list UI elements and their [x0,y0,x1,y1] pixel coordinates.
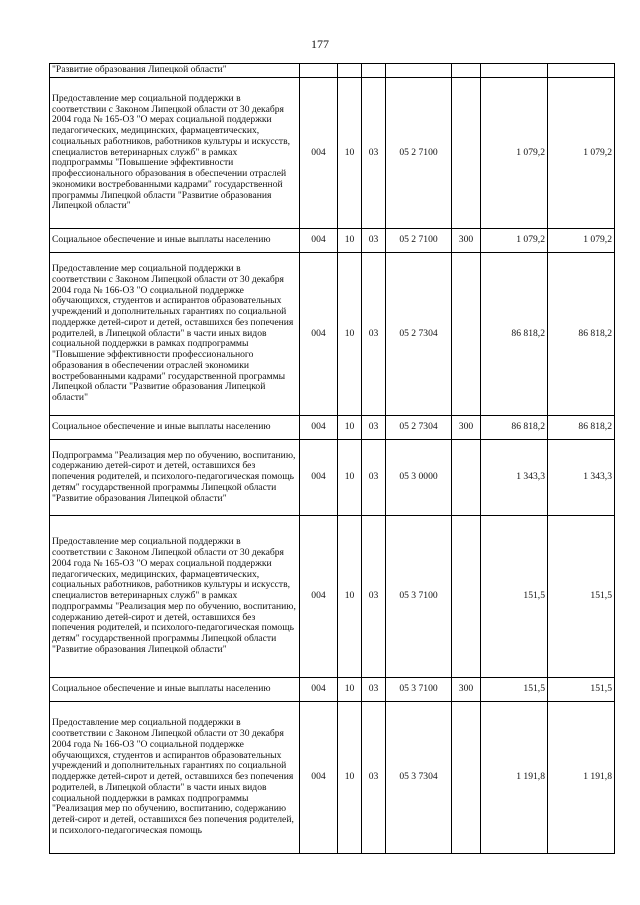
ministry-code-cell: 004 [300,516,338,678]
subsection-code-cell: 03 [362,78,386,229]
amount-first-cell: 1 343,3 [481,440,548,516]
expense-type-cell [452,440,481,516]
target-article-cell: 05 3 7100 [386,678,452,702]
subsection-code-cell [362,64,386,78]
target-article-cell: 05 3 7304 [386,702,452,854]
target-article-cell: 05 3 7100 [386,516,452,678]
section-code-cell: 10 [338,229,362,253]
amount-first-cell: 1 191,8 [481,702,548,854]
amount-second-cell [548,64,615,78]
amount-first-cell: 1 079,2 [481,78,548,229]
ministry-code-cell [300,64,338,78]
amount-second-cell: 1 343,3 [548,440,615,516]
table-row [50,516,615,678]
item-name-cell: Социальное обеспечение и иные выплаты населению [50,229,300,253]
amount-second-cell: 1 191,8 [548,702,615,854]
ministry-code-cell: 004 [300,678,338,702]
item-name-cell: Предоставление мер социальной поддержки в соответствии с Законом Липецкой области от 30 декабря 2004 года № 165-ОЗ "О мерах социальной поддержки педагогических, медицинских, фармацевтических, социальных работников, работников культуры и искусств, специалистов ветеринарных служб" в рамках подпрограммы "Повышение эффективности профессионального образования в обеспечении отраслей экономики востребованными кадрами" государственной программы Липецкой области "Развитие образования Липецкой области" [50,78,300,229]
amount-first-cell: 1 079,2 [481,229,548,253]
amount-first-cell: 86 818,2 [481,416,548,440]
amount-second-cell: 1 079,2 [548,78,615,229]
budget-table [49,63,615,854]
subsection-code-cell: 03 [362,229,386,253]
table-row [50,253,615,416]
section-code-cell [338,64,362,78]
target-article-cell: 05 2 7100 [386,229,452,253]
target-article-cell: 05 2 7304 [386,253,452,416]
section-code-cell: 10 [338,440,362,516]
item-name-cell: Предоставление мер социальной поддержки в соответствии с Законом Липецкой области от 30 декабря 2004 года № 166-ОЗ "О социальной поддержке обучающихся, студентов и аспирантов образовательных учреждений и дополнительных гарантиях по социальной поддержке детей-сирот и детей, оставшихся без попечения родителей, в Липецкой области" в части иных видов социальной поддержки в рамках подпрограммы "Реализация мер по обучению, воспитанию, содержанию детей-сирот и детей, оставшихся без попечения родителей, и психолого-педагогическая помощь [50,702,300,854]
subsection-code-cell: 03 [362,702,386,854]
amount-first-cell [481,64,548,78]
item-name-cell: Предоставление мер социальной поддержки в соответствии с Законом Липецкой области от 30 декабря 2004 года № 165-ОЗ "О мерах социальной поддержки педагогических, медицинских, фармацевтических, социальных работников, работников культуры и искусств, специалистов ветеринарных служб" в рамках подпрограммы "Реализация мер по обучению, воспитанию, содержанию детей-сирот и детей, оставшихся без попечения родителей, и психолого-педагогическая помощь детям" государственной программы Липецкой области "Развитие образования Липецкой области" [50,516,300,678]
subsection-code-cell: 03 [362,678,386,702]
table-row [50,440,615,516]
item-name-cell: Предоставление мер социальной поддержки в соответствии с Законом Липецкой области от 30 декабря 2004 года № 166-ОЗ "О социальной поддержке обучающихся, студентов и аспирантов образовательных учреждений и дополнительных гарантиях по социальной поддержке детей-сирот и детей, оставшихся без попечения родителей, в Липецкой области" в части иных видов социальной поддержки в рамках подпрограммы "Повышение эффективности профессионального образования в обеспечении отраслей экономики востребованными кадрами" государственной программы Липецкой области "Развитие образования Липецкой области" [50,253,300,416]
section-code-cell: 10 [338,678,362,702]
amount-second-cell: 151,5 [548,678,615,702]
section-code-cell: 10 [338,78,362,229]
page-number: 177 [311,37,329,51]
amount-first-cell: 151,5 [481,678,548,702]
item-name-cell: Социальное обеспечение и иные выплаты населению [50,678,300,702]
expense-type-cell [452,702,481,854]
expense-type-cell [452,516,481,678]
table-row [50,678,615,702]
amount-second-cell: 86 818,2 [548,416,615,440]
table-row [50,702,615,854]
expense-type-cell: 300 [452,229,481,253]
expense-type-cell [452,78,481,229]
expense-type-cell: 300 [452,678,481,702]
section-code-cell: 10 [338,253,362,416]
section-code-cell: 10 [338,416,362,440]
target-article-cell: 05 2 7100 [386,78,452,229]
subsection-code-cell: 03 [362,416,386,440]
expense-type-cell [452,253,481,416]
ministry-code-cell: 004 [300,702,338,854]
ministry-code-cell: 004 [300,440,338,516]
target-article-cell: 05 3 0000 [386,440,452,516]
amount-first-cell: 151,5 [481,516,548,678]
table-row [50,78,615,229]
amount-second-cell: 86 818,2 [548,253,615,416]
subsection-code-cell: 03 [362,253,386,416]
section-code-cell: 10 [338,702,362,854]
target-article-cell: 05 2 7304 [386,416,452,440]
amount-first-cell: 86 818,2 [481,253,548,416]
expense-type-cell [452,64,481,78]
ministry-code-cell: 004 [300,253,338,416]
ministry-code-cell: 004 [300,416,338,440]
item-name-cell: "Развитие образования Липецкой области" [50,64,300,78]
subsection-code-cell: 03 [362,440,386,516]
table-row [50,64,615,78]
target-article-cell [386,64,452,78]
table-row [50,416,615,440]
ministry-code-cell: 004 [300,229,338,253]
expense-type-cell: 300 [452,416,481,440]
ministry-code-cell: 004 [300,78,338,229]
amount-second-cell: 1 079,2 [548,229,615,253]
section-code-cell: 10 [338,516,362,678]
table-row [50,229,615,253]
item-name-cell: Подпрограмма "Реализация мер по обучению, воспитанию, содержанию детей-сирот и детей, оставшихся без попечения родителей, и психолого-педагогическая помощь детям" государственной программы Липецкой области "Развитие образования Липецкой области" [50,440,300,516]
amount-second-cell: 151,5 [548,516,615,678]
item-name-cell: Социальное обеспечение и иные выплаты населению [50,416,300,440]
subsection-code-cell: 03 [362,516,386,678]
table-body [50,64,615,854]
